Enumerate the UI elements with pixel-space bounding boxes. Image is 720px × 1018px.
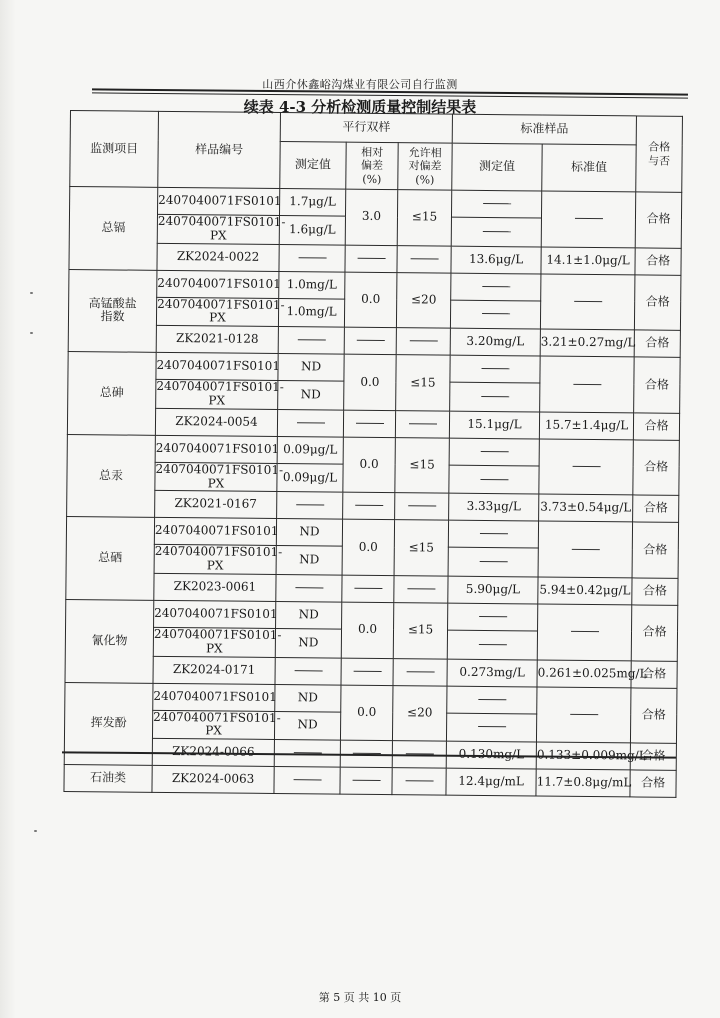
empty-dash-cell — [450, 355, 540, 383]
empty-dash-cell — [277, 409, 343, 437]
empty-dash-cell — [537, 604, 632, 660]
sample-id-cell: 2407040071FS0101 — [158, 187, 280, 215]
pass-cell: 合格 — [631, 660, 677, 687]
empty-dash-cell — [447, 686, 537, 714]
table-row — [64, 765, 676, 798]
measured-cell: 0.09μg/L — [277, 436, 343, 464]
measured-cell: 0.09μg/L — [277, 463, 343, 492]
dash-mark — [407, 588, 435, 589]
empty-dash-cell — [448, 521, 538, 549]
std-value-cell: 3.73±0.54μg/L — [539, 494, 633, 522]
dash-mark — [355, 505, 383, 506]
sample-id-cell: ZK2021-0167 — [155, 491, 277, 519]
measured-cell: ND — [278, 381, 344, 410]
std-measured-cell: 0.130mg/L — [446, 741, 536, 769]
empty-dash-cell — [450, 300, 540, 329]
dash-mark — [481, 368, 509, 369]
sample-id-cell: 2407040071FS0101 — [156, 353, 278, 381]
empty-dash-cell — [446, 713, 536, 742]
sample-id-cell: ZK2024-0171 — [153, 656, 275, 684]
allowed-rel-dev-cell: ≤15 — [394, 520, 449, 576]
header-standard-group: 标准样品 — [452, 114, 636, 145]
dash-mark — [409, 341, 437, 342]
empty-dash-cell — [541, 191, 636, 247]
std-value-cell: 0.261±0.025mg/L — [537, 660, 631, 688]
sample-id-cell: ZK2024-0022 — [157, 243, 279, 271]
dash-mark — [409, 423, 437, 424]
item-name-cell: 总镉 — [69, 187, 158, 270]
header-parallel-group: 平行双样 — [280, 113, 452, 144]
pass-cell: 合格 — [631, 605, 678, 661]
dash-mark — [354, 588, 382, 589]
measured-cell: ND — [275, 684, 341, 712]
std-measured-cell: 3.33μg/L — [449, 494, 539, 522]
scan-edge-shadow — [0, 0, 16, 1018]
empty-dash-cell — [274, 767, 340, 795]
measured-cell: 1.6μg/L — [279, 216, 345, 245]
sample-id-cell: 2407040071FS0101-PX — [154, 544, 283, 573]
std-measured-cell: 0.273mg/L — [447, 659, 537, 687]
allowed-rel-dev-cell: ≤20 — [392, 685, 447, 741]
header-pass: 合格与否 — [636, 116, 683, 192]
item-name-cell: 总砷 — [67, 352, 156, 435]
pass-cell: 合格 — [630, 743, 676, 770]
allowed-rel-dev-cell: ≤15 — [393, 603, 448, 659]
dash-mark — [571, 631, 599, 632]
pass-cell: 合格 — [633, 440, 680, 496]
empty-dash-cell — [397, 245, 451, 273]
dash-mark — [482, 313, 510, 314]
pass-cell: 合格 — [632, 522, 679, 578]
pass-cell: 合格 — [632, 578, 678, 605]
dash-mark — [479, 561, 507, 562]
dash-mark — [297, 339, 325, 340]
measured-cell: ND — [275, 628, 341, 657]
measured-cell: ND — [274, 711, 340, 740]
pass-cell: 合格 — [634, 357, 681, 413]
measured-cell: ND — [276, 546, 342, 575]
page-footer: 第 5 页 共 10 页 — [318, 991, 402, 1004]
item-name-cell: 石油类 — [64, 765, 152, 793]
empty-dash-cell — [540, 274, 635, 330]
item-name-cell: 氰化物 — [65, 599, 154, 682]
dash-mark — [482, 286, 510, 287]
empty-dash-cell — [451, 217, 541, 246]
empty-dash-cell — [343, 410, 395, 437]
dash-mark — [294, 670, 322, 671]
dash-mark — [571, 549, 599, 550]
scan-speck — [30, 292, 33, 294]
empty-dash-cell — [395, 493, 449, 521]
sample-id-cell: ZK2023-0061 — [154, 573, 276, 601]
measured-cell: 1.7μg/L — [279, 189, 345, 217]
sample-id-cell: 2407040071FS0101-PX — [157, 296, 285, 325]
dash-mark — [574, 301, 602, 302]
dash-mark — [410, 258, 438, 259]
item-name-cell: 挥发酚 — [64, 682, 153, 765]
dash-mark — [293, 779, 321, 780]
running-header: 山西介休鑫峪沟煤业有限公司自行监测 — [262, 78, 458, 91]
scan-speck — [34, 830, 37, 832]
scan-speck — [30, 332, 33, 334]
rel-dev-cell: 0.0 — [341, 602, 394, 658]
dash-mark — [480, 451, 508, 452]
empty-dash-cell — [344, 327, 396, 354]
allowed-rel-dev-cell: ≤15 — [395, 437, 450, 493]
dash-mark — [575, 218, 603, 219]
std-value-cell: 5.94±0.42μg/L — [538, 577, 632, 605]
dash-mark — [405, 780, 433, 781]
rel-dev-cell: 0.0 — [343, 437, 396, 493]
dash-mark — [298, 257, 326, 258]
dash-mark — [573, 383, 601, 384]
dash-mark — [296, 505, 324, 506]
item-name-cell: 总硒 — [66, 517, 155, 600]
std-measured-cell: 5.90μg/L — [448, 576, 538, 604]
dash-mark — [356, 340, 384, 341]
pass-cell: 合格 — [633, 413, 679, 440]
dash-mark — [481, 396, 509, 397]
std-measured-cell: 12.4μg/mL — [446, 768, 536, 796]
empty-dash-cell — [277, 492, 343, 520]
rel-dev-cell: 0.0 — [344, 272, 397, 328]
empty-dash-cell — [276, 574, 342, 602]
measured-cell: ND — [278, 354, 344, 382]
sample-id-cell: 2407040071FS0101 — [155, 435, 277, 463]
sample-id-cell: ZK2021-0128 — [156, 326, 278, 354]
dash-mark — [408, 506, 436, 507]
rel-dev-cell: 0.0 — [342, 520, 395, 576]
empty-dash-cell — [342, 575, 394, 602]
header-std-value: 标准值 — [542, 144, 636, 192]
qc-results-table — [63, 110, 683, 798]
sample-id-cell: ZK2024-0054 — [155, 408, 277, 436]
pass-cell: 合格 — [634, 330, 680, 357]
empty-dash-cell — [392, 768, 446, 796]
empty-dash-cell — [536, 687, 631, 743]
pass-cell: 合格 — [633, 495, 679, 522]
dash-mark — [482, 231, 510, 232]
sample-id-cell: 2407040071FS0101-PX — [157, 213, 286, 243]
header-measured: 测定值 — [280, 142, 346, 190]
empty-dash-cell — [448, 603, 538, 631]
dash-mark — [479, 533, 507, 534]
empty-dash-cell — [343, 493, 395, 520]
empty-dash-cell — [275, 657, 341, 685]
rel-dev-cell: 0.0 — [340, 685, 393, 741]
sample-id-cell: 2407040071FS0101-PX — [155, 461, 284, 491]
dash-mark — [295, 587, 323, 588]
empty-dash-cell — [539, 439, 634, 495]
dash-mark — [480, 479, 508, 480]
std-measured-cell: 3.20mg/L — [450, 328, 540, 356]
std-value-cell: 0.133±0.009mg/L — [536, 742, 630, 770]
dash-mark — [478, 699, 506, 700]
empty-dash-cell — [279, 244, 345, 272]
dash-mark — [357, 257, 385, 258]
empty-dash-cell — [345, 245, 397, 272]
empty-dash-cell — [448, 548, 538, 577]
measured-cell: ND — [276, 601, 342, 629]
empty-dash-cell — [447, 630, 537, 659]
empty-dash-cell — [449, 465, 539, 494]
sample-id-cell: ZK2024-0066 — [152, 738, 274, 766]
allowed-rel-dev-cell: ≤15 — [396, 355, 451, 411]
pass-cell: 合格 — [630, 770, 676, 797]
dash-mark — [406, 671, 434, 672]
empty-dash-cell — [278, 327, 344, 355]
allowed-rel-dev-cell: ≤20 — [396, 272, 451, 328]
pass-cell: 合格 — [630, 687, 677, 743]
pass-cell: 合格 — [635, 248, 681, 275]
dash-mark — [479, 616, 507, 617]
sample-id-cell: 2407040071FS0101-PX — [153, 626, 282, 656]
dash-mark — [353, 670, 381, 671]
sample-id-cell: 2407040071FS0101-PX — [156, 379, 284, 408]
sample-id-cell: 2407040071FS0101-PX — [153, 709, 281, 738]
table-title: 续表 4-3 分析检测质量控制结果表 — [243, 98, 477, 116]
rel-dev-cell: 3.0 — [345, 189, 398, 245]
std-value-cell: 3.21±0.27mg/L — [540, 329, 634, 357]
header-item: 监测项目 — [70, 111, 159, 188]
dash-mark — [352, 780, 380, 781]
std-value-cell: 14.1±1.0μg/L — [541, 247, 635, 275]
measured-cell: 1.0mg/L — [279, 271, 345, 299]
measured-cell: ND — [276, 519, 342, 547]
std-measured-cell: 13.6μg/L — [451, 246, 541, 274]
item-name-cell: 高锰酸盐指数 — [68, 269, 157, 352]
pass-cell: 合格 — [635, 192, 682, 248]
pass-cell: 合格 — [634, 275, 681, 331]
empty-dash-cell — [540, 356, 635, 412]
empty-dash-cell — [341, 658, 393, 685]
measured-cell: 1.0mg/L — [278, 298, 344, 327]
dash-mark — [356, 423, 384, 424]
dash-mark — [297, 422, 325, 423]
empty-dash-cell — [452, 190, 542, 218]
dash-mark — [570, 714, 598, 715]
header-rel-dev: 相对偏差(%) — [346, 142, 398, 189]
sample-id-cell: 2407040071FS0101 — [154, 518, 276, 546]
sample-id-cell: ZK2024-0063 — [152, 765, 274, 793]
dash-mark — [572, 466, 600, 467]
header-allowed-rel-dev: 允许相对偏差(%) — [398, 143, 452, 191]
empty-dash-cell — [340, 767, 392, 794]
sample-id-cell: 2407040071FS0101 — [153, 683, 275, 711]
dash-mark — [478, 644, 506, 645]
empty-dash-cell — [396, 328, 450, 356]
empty-dash-cell — [538, 521, 633, 577]
empty-dash-cell — [449, 438, 539, 466]
empty-dash-cell — [395, 410, 449, 438]
dash-mark — [483, 203, 511, 204]
header-std-measured: 测定值 — [452, 143, 542, 191]
sample-id-cell: 2407040071FS0101 — [157, 270, 279, 298]
sample-id-cell: 2407040071FS0101 — [154, 600, 276, 628]
rel-dev-cell: 0.0 — [344, 354, 397, 410]
header-sample-id: 样品编号 — [158, 111, 281, 188]
std-measured-cell: 15.1μg/L — [449, 411, 539, 439]
std-value-cell: 15.7±1.4μg/L — [539, 412, 633, 440]
qc-results-table-wrap — [63, 110, 682, 798]
empty-dash-cell — [394, 576, 448, 604]
empty-dash-cell — [393, 658, 447, 686]
allowed-rel-dev-cell: ≤15 — [397, 190, 452, 246]
item-name-cell: 总汞 — [67, 434, 156, 517]
dash-mark — [478, 726, 506, 727]
empty-dash-cell — [450, 382, 540, 411]
empty-dash-cell — [451, 273, 541, 301]
std-value-cell: 11.7±0.8μg/mL — [536, 769, 630, 797]
table-body — [64, 187, 682, 798]
